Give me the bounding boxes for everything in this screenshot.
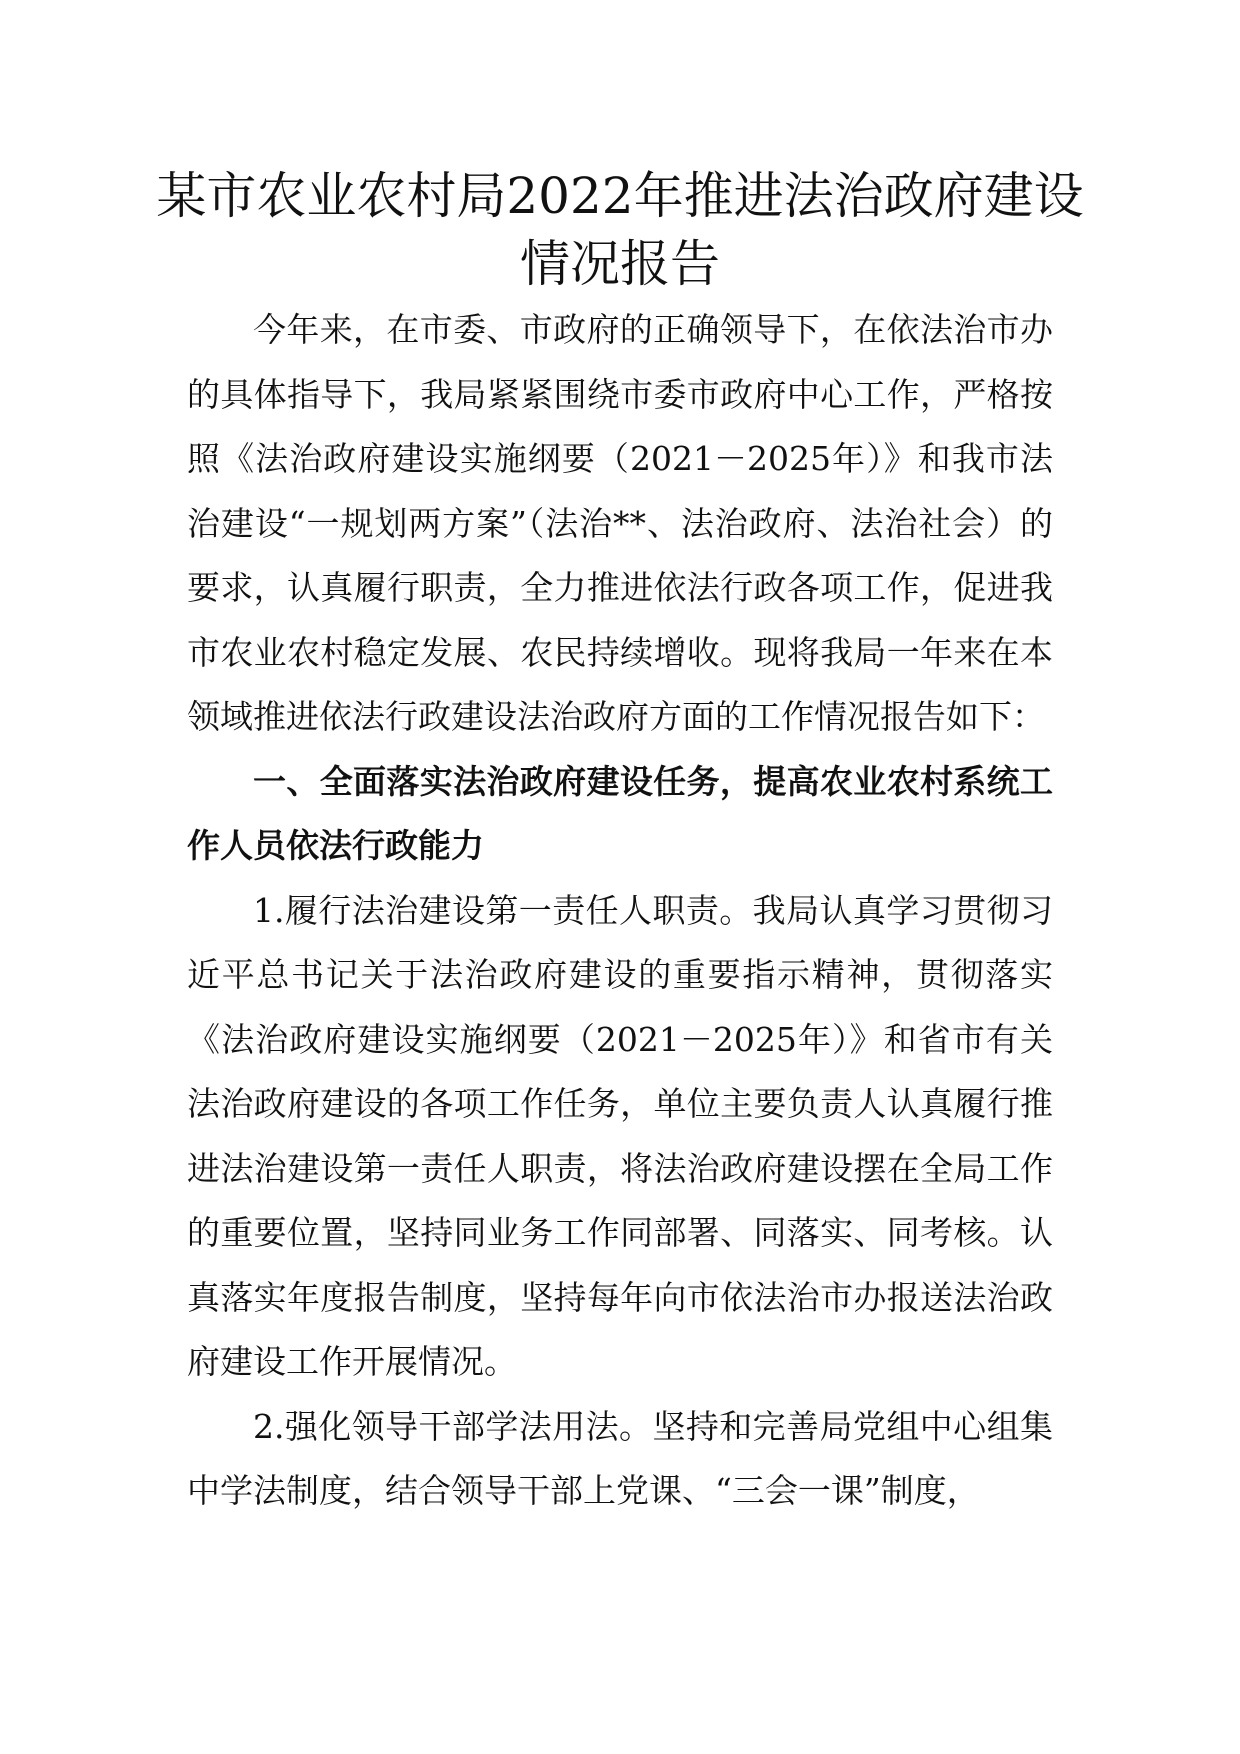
intro-paragraph: 今年来，在市委、市政府的正确领导下，在依法治市办的具体指导下，我局紧紧围绕市委市政府中心工作，严格按照《法治政府建设实施纲要（2021－2025年）》和我市法治建设“一规划两方案”（法治**、法治政府、法治社会）的要求，认真履行职责，全力推进依法行政各项工作，促进我市农业农村稳定发展、农民持续增收。现将我局一年来在本领域推进依法行政建设法治政府方面的工作情况报告如下： <box>187 310 1053 736</box>
document-body <box>187 298 1053 1524</box>
section-heading-1: 一、全面落实法治政府建设任务，提高农业农村系统工作人员依法行政能力 <box>187 761 1053 865</box>
document-title-line2: 情况报告 <box>520 235 720 293</box>
section1-item-2: 2.强化领导干部学法用法。坚持和完善局党组中心组集中学法制度，结合领导干部上党课、“三会一课”制度， <box>187 1406 1053 1510</box>
section1-item-1: 1.履行法治建设第一责任人职责。我局认真学习贯彻习近平总书记关于法治政府建设的重要指示精神，贯彻落实《法治政府建设实施纲要（2021－2025年）》和省市有关法治政府建设的各项工作任务，单位主要负责人认真履行推进法治建设第一责任人职责，将法治政府建设摆在全局工作的重要位置，坚持同业务工作同部署、同落实、同考核。认真落实年度报告制度，坚持每年向市依法治市办报送法治政府建设工作开展情况。 <box>187 890 1053 1381</box>
document-title-line1: 某市农业农村局2022年推进法治政府建设 <box>156 167 1084 225</box>
